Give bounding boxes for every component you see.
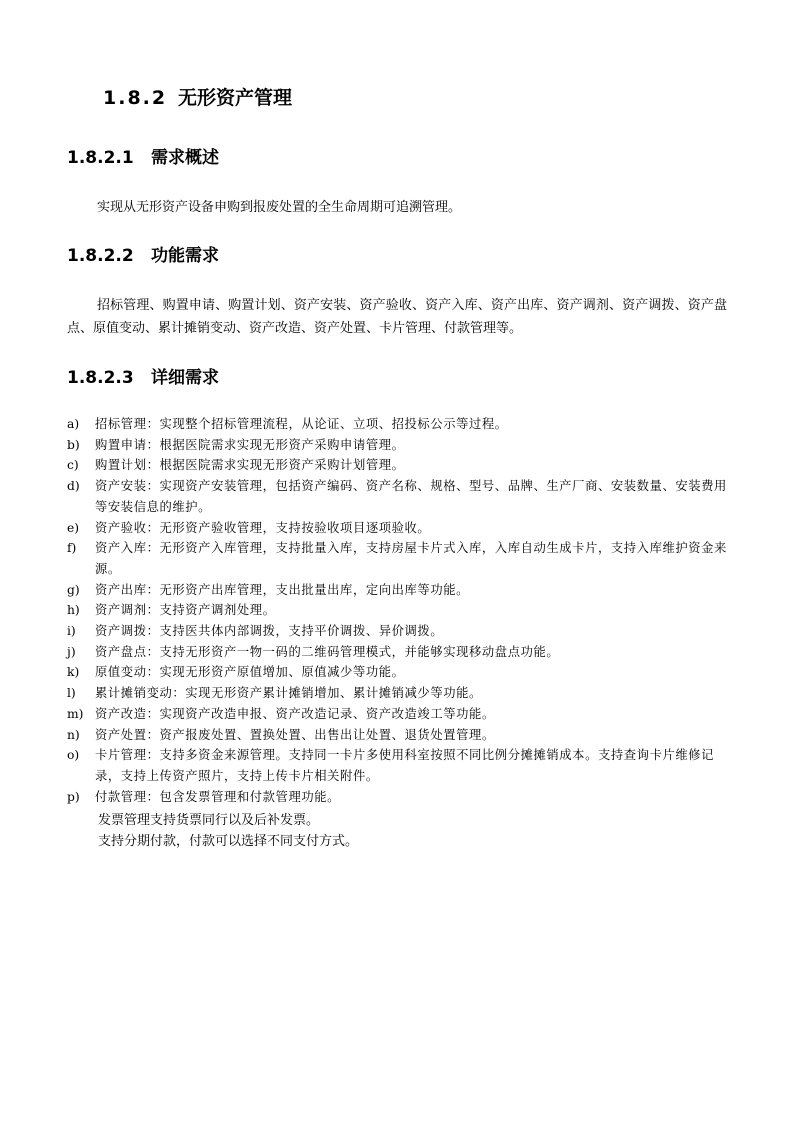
list-item-text: 招标管理：实现整个招标管理流程，从论证、立项、招投标公示等过程。 <box>95 417 508 431</box>
list-item <box>67 580 727 601</box>
overview-paragraph: 实现从无形资产设备申购到报废处置的全生命周期可追溯管理。 <box>97 200 462 215</box>
list-marker: d) <box>67 479 80 494</box>
list-marker: h) <box>67 603 80 618</box>
list-item <box>67 745 727 786</box>
list-item <box>67 600 727 621</box>
list-marker: c) <box>67 458 79 473</box>
list-item <box>67 435 727 456</box>
list-item <box>67 642 727 663</box>
overview-number: 1.8.2.1 <box>67 148 134 168</box>
section-title: 无形资产管理 <box>178 87 293 109</box>
list-item-text: 卡片管理：支持多资金来源管理。支持同一卡片多使用科室按照不同比例分摊摊销成本。支持查询卡片维修记录，支持上传资产照片，支持上传卡片相关附件。 <box>95 748 715 783</box>
list-marker: a) <box>67 417 80 431</box>
overview-title: 需求概述 <box>151 148 219 168</box>
list-marker: g) <box>67 582 80 597</box>
list-item-text: 资产改造：实现资产改造申报、资产改造记录、资产改造竣工等功能。 <box>95 706 495 721</box>
list-item-text: 资产盘点：支持无形资产一物一码的二维码管理模式，并能够实现移动盘点功能。 <box>95 644 560 659</box>
details-list <box>67 414 727 807</box>
list-item <box>67 725 727 746</box>
payment-note: 支持分期付款，付款可以选择不同支付方式。 <box>98 834 359 849</box>
list-marker: o) <box>67 748 80 763</box>
list-item-text: 资产调剂：支持资产调剂处理。 <box>95 603 276 618</box>
list-item-text: 资产出库：无形资产出库管理，支出批量出库，定向出库等功能。 <box>95 582 470 597</box>
invoice-note: 发票管理支持货票同行以及后补发票。 <box>98 813 320 828</box>
list-item <box>67 621 727 642</box>
list-marker: j) <box>67 644 76 659</box>
list-marker: m) <box>67 706 84 721</box>
list-item <box>67 704 727 725</box>
details-heading <box>67 366 219 390</box>
list-item-text: 购置计划：根据医院需求实现无形资产采购计划管理。 <box>95 458 405 473</box>
list-item <box>67 662 727 683</box>
section-number: 1.8.2 <box>103 87 168 109</box>
list-item <box>67 787 727 808</box>
list-item <box>67 414 727 435</box>
functions-heading <box>67 244 219 268</box>
list-marker: l) <box>67 686 76 701</box>
list-item-text: 资产验收：无形资产验收管理，支持按验收项目逐项验收。 <box>95 520 431 535</box>
functions-paragraph: 招标管理、购置申请、购置计划、资产安装、资产验收、资产入库、资产出库、资产调剂、资产调拨、资产盘点、原值变动、累计摊销变动、资产改造、资产处置、卡片管理、付款管理等。 <box>67 298 727 336</box>
list-marker: f) <box>67 541 77 556</box>
list-item-text: 资产处置：资产报废处置、置换处置、出售出让处置、退货处置管理。 <box>95 727 495 742</box>
list-item-text: 购置申请：根据医院需求实现无形资产采购申请管理。 <box>95 437 405 452</box>
list-item-text: 付款管理：包含发票管理和付款管理功能。 <box>95 789 341 804</box>
overview-heading <box>67 146 219 170</box>
details-number: 1.8.2.3 <box>67 368 134 388</box>
list-item-text: 原值变动：实现无形资产原值增加、原值减少等功能。 <box>95 665 405 680</box>
list-marker: e) <box>67 520 80 535</box>
list-item <box>67 683 727 704</box>
list-item-text: 资产调拨：支持医共体内部调拨，支持平价调拨、异价调拨。 <box>95 624 444 639</box>
details-title: 详细需求 <box>151 368 219 388</box>
functions-title: 功能需求 <box>151 246 219 266</box>
section-heading <box>103 84 292 112</box>
list-item-text: 资产安装：实现资产安装管理，包括资产编码、资产名称、规格、型号、品牌、生产厂商、安装数量、安装费用等安装信息的维护。 <box>95 479 727 514</box>
list-item-text: 资产入库：无形资产入库管理，支持批量入库，支持房屋卡片式入库，入库自动生成卡片，支持入库维护资金来源。 <box>95 541 727 576</box>
list-item <box>67 455 727 476</box>
list-item <box>67 538 727 579</box>
list-marker: k) <box>67 665 80 680</box>
list-marker: b) <box>67 437 80 452</box>
list-item <box>67 476 727 517</box>
list-item <box>67 518 727 539</box>
list-marker: p) <box>67 789 80 804</box>
list-item-text: 累计摊销变动：实现无形资产累计摊销增加、累计摊销减少等功能。 <box>95 686 482 701</box>
list-marker: n) <box>67 727 80 742</box>
list-marker: i) <box>67 624 76 639</box>
functions-number: 1.8.2.2 <box>67 246 134 266</box>
